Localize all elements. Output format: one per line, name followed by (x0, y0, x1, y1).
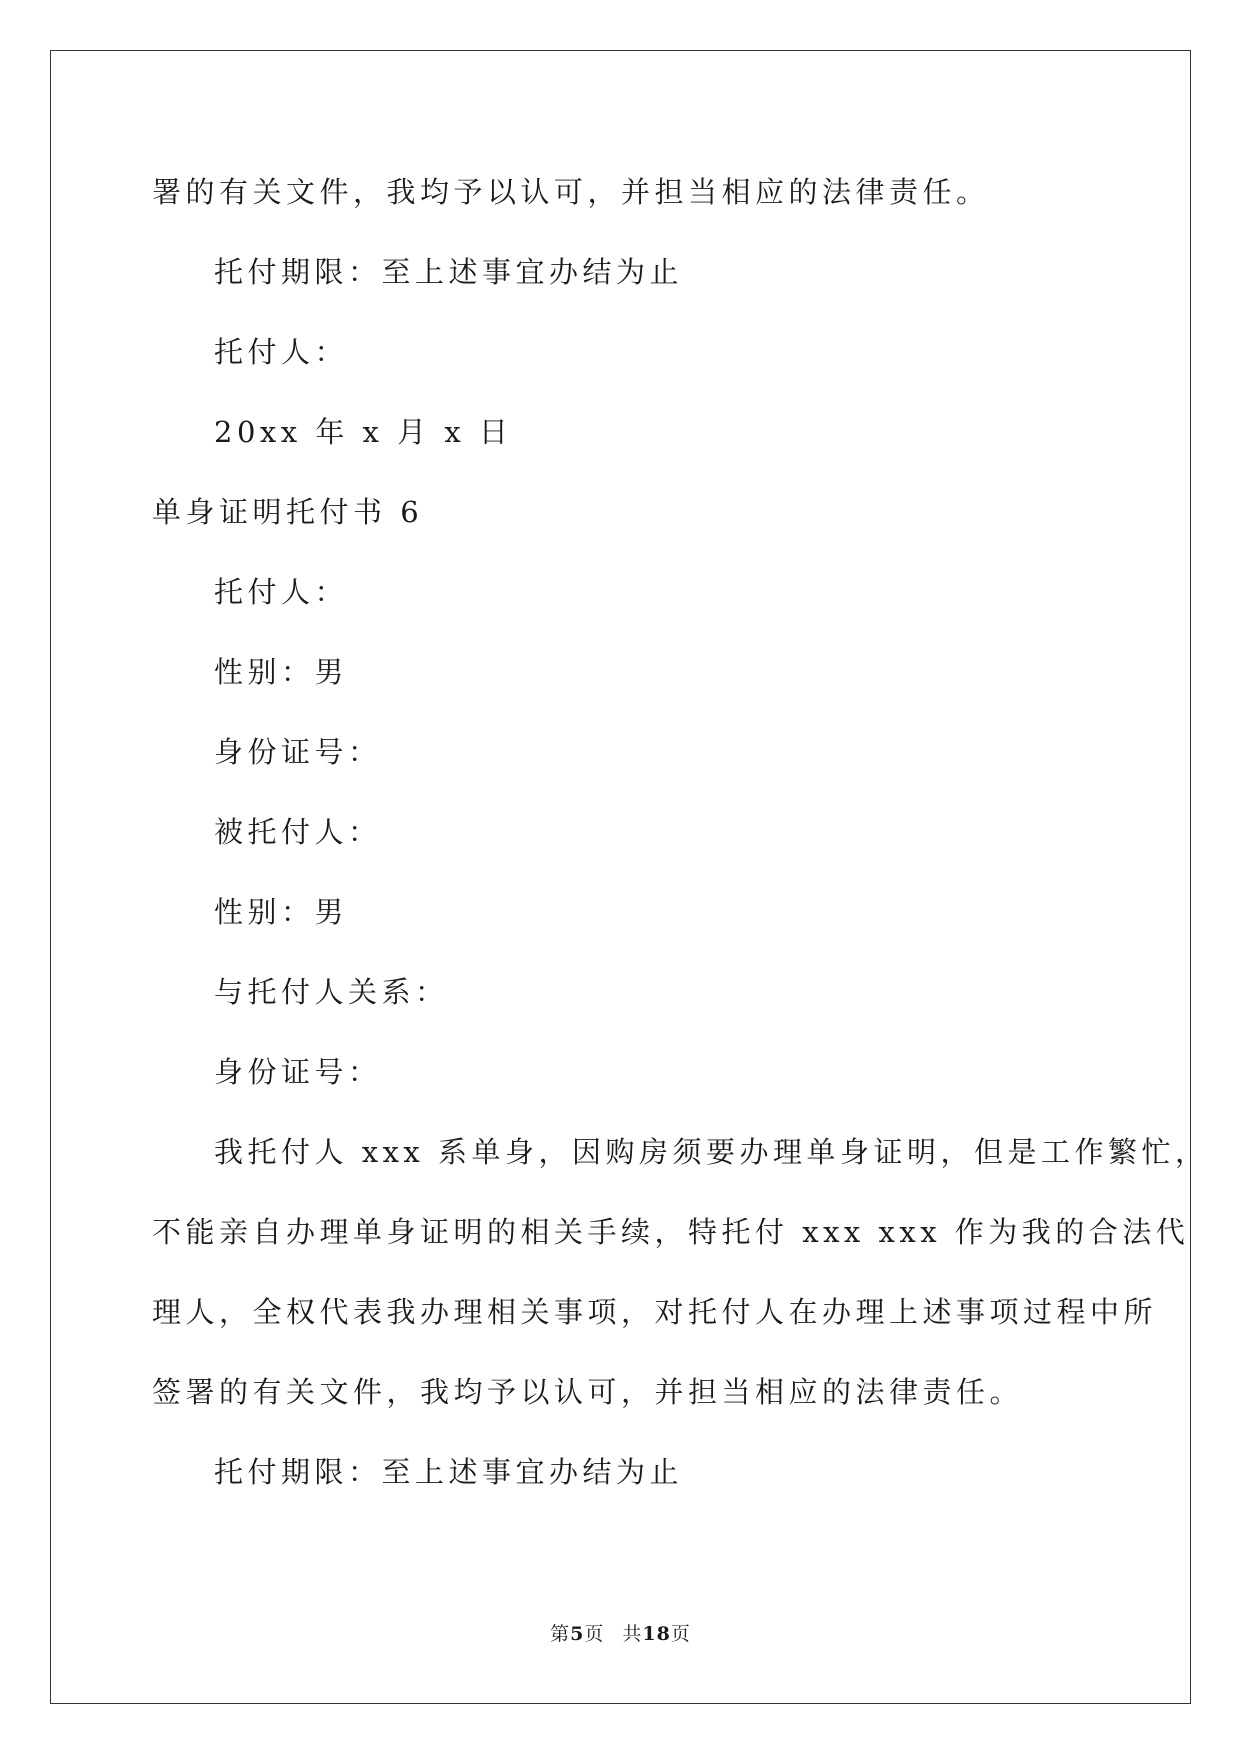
paragraph-line: 我托付人 xxx 系单身，因购房须要办理单身证明，但是工作繁忙， (214, 1135, 1209, 1169)
paragraph-line: 不能亲自办理单身证明的相关手续，特托付 xxx xxx 作为我的合法代 (152, 1215, 1190, 1249)
page-footer (0, 1621, 1241, 1647)
term-line: 托付期限：至上述事宜办结为止 (214, 1455, 684, 1489)
section-heading: 单身证明托付书 6 (152, 495, 424, 529)
id-number-line: 身份证号： (214, 735, 382, 769)
paragraph-line: 署的有关文件，我均予以认可，并担当相应的法律责任。 (152, 175, 990, 209)
total-pages: 18 (642, 1623, 671, 1645)
paragraph-line: 签署的有关文件，我均予以认可，并担当相应的法律责任。 (152, 1375, 1024, 1409)
total-prefix: 共 (622, 1623, 643, 1645)
gender-line: 性别：男 (214, 895, 349, 929)
date-line: 20xx 年 x 月 x 日 (214, 415, 513, 449)
id-number-line: 身份证号： (214, 1055, 382, 1089)
term-line: 托付期限：至上述事宜办结为止 (214, 255, 684, 289)
paragraph-line: 理人，全权代表我办理相关事项，对托付人在办理上述事项过程中所 (152, 1295, 1158, 1329)
page-number: 5 (570, 1623, 585, 1645)
relationship-line: 与托付人关系： (214, 975, 449, 1009)
page-prefix: 第 (550, 1623, 571, 1645)
page-suffix: 页 (584, 1623, 605, 1645)
principal-label: 托付人： (214, 335, 349, 369)
total-suffix: 页 (670, 1623, 691, 1645)
principal-label: 托付人： (214, 575, 349, 609)
gender-line: 性别：男 (214, 655, 349, 689)
agent-label: 被托付人： (214, 815, 382, 849)
